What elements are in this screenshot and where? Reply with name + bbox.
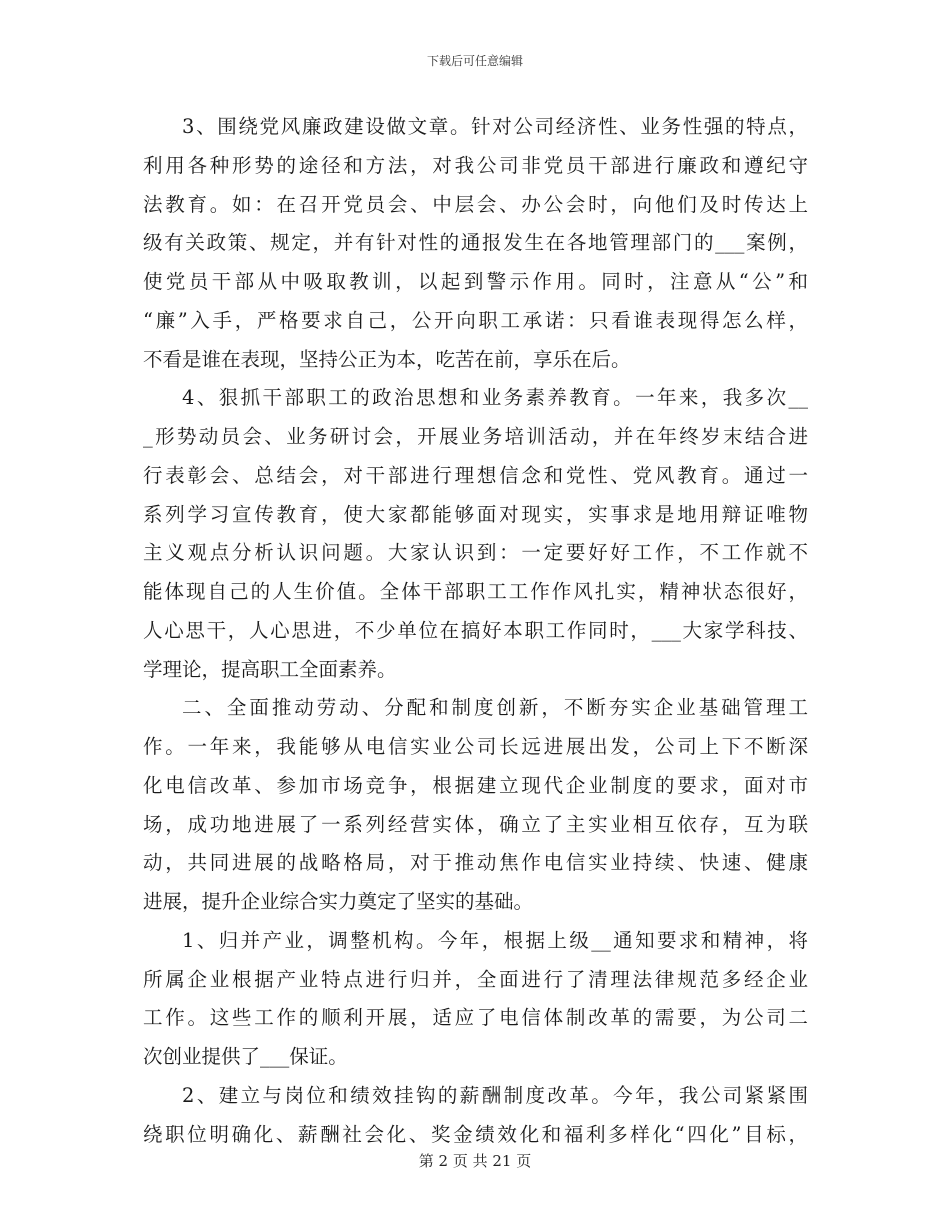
text-line: 次创业提供了___保证。: [143, 1045, 348, 1068]
text-line: 二、全面推动劳动、分配和制度创新，不断夯实企业基础管理工: [182, 696, 808, 720]
paragraph: [143, 108, 808, 379]
text-line: 场，成功地进展了一系列经营实体，确立了主实业相互依存，互为联: [143, 812, 808, 836]
text-line: 化电信改革、参加市场竞争，根据建立现代企业制度的要求，面对市: [143, 773, 808, 797]
page-header: 下载后可任意编辑: [426, 54, 523, 68]
text-line: 法教育。如：在召开党员会、中层会、办公会时，向他们及时传达上: [143, 192, 808, 216]
text-line: “廉”入手，严格要求自己，公开向职工承诺：只看谁表现得怎么样，: [143, 308, 808, 332]
text-line: 主义观点分析认识问题。大家认识到：一定要好好工作，不工作就不: [143, 541, 808, 565]
text-line: 使党员干部从中吸取教训，以起到警示作用。同时，注意从“公”和: [143, 270, 808, 293]
text-line: 进展，提升企业综合实力奠定了坚实的基础。: [143, 890, 534, 913]
page-footer: 第 2 页 共 21 页: [418, 1152, 532, 1170]
text-line: 2、建立与岗位和绩效挂钩的薪酬制度改革。今年，我公司紧紧围: [182, 1083, 808, 1107]
text-line: 行表彰会、总结会，对干部进行理想信念和党性、党风教育。通过一: [143, 463, 808, 487]
text-line: 动，共同进展的战略格局，对于推动焦作电信实业持续、快速、健康: [143, 851, 808, 875]
text-line: 3、围绕党风廉政建设做文章。针对公司经济性、业务性强的特点，: [182, 115, 808, 138]
paragraph: [143, 1077, 808, 1155]
document-body: [143, 108, 808, 1154]
text-line: 所属企业根据产业特点进行归并，全面进行了清理法律规范多经企业: [143, 967, 808, 991]
paragraph: [143, 922, 808, 1077]
text-line: 系列学习宣传教育，使大家都能够面对现实，实事求是地用辩证唯物: [143, 502, 808, 526]
text-line: 利用各种形势的途径和方法，对我公司非党员干部进行廉政和遵纪守: [143, 153, 808, 177]
paragraph: [143, 379, 808, 689]
text-line: 绕职位明确化、薪酬社会化、奖金绩效化和福利多样化“四化”目标，: [143, 1122, 808, 1146]
text-line: 4、狠抓干部职工的政治思想和业务素养教育。一年来，我多次__: [182, 386, 808, 410]
text-line: _形势动员会、业务研讨会，开展业务培训活动，并在年终岁末结合进: [143, 425, 808, 448]
paragraph: [143, 689, 808, 922]
text-line: 级有关政策、规定，并有针对性的通报发生在各地管理部门的___案例，: [143, 231, 808, 255]
text-line: 作。一年来，我能够从电信实业公司长远进展出发，公司上下不断深: [143, 735, 808, 758]
text-line: 1、归并产业，调整机构。今年，根据上级__通知要求和精神，将: [182, 928, 808, 952]
text-line: 人心思干，人心思进，不少单位在搞好本职工作同时，___大家学科技、: [143, 618, 808, 642]
text-line: 不看是谁在表现，坚持公正为本，吃苦在前，享乐在后。: [143, 347, 631, 371]
text-line: 学理论，提高职工全面素养。: [143, 657, 397, 681]
text-line: 能体现自己的人生价值。全体干部职工工作作风扎实，精神状态很好，: [143, 580, 808, 603]
text-line: 工作。这些工作的顺利开展，适应了电信体制改革的需要，为公司二: [143, 1006, 808, 1030]
